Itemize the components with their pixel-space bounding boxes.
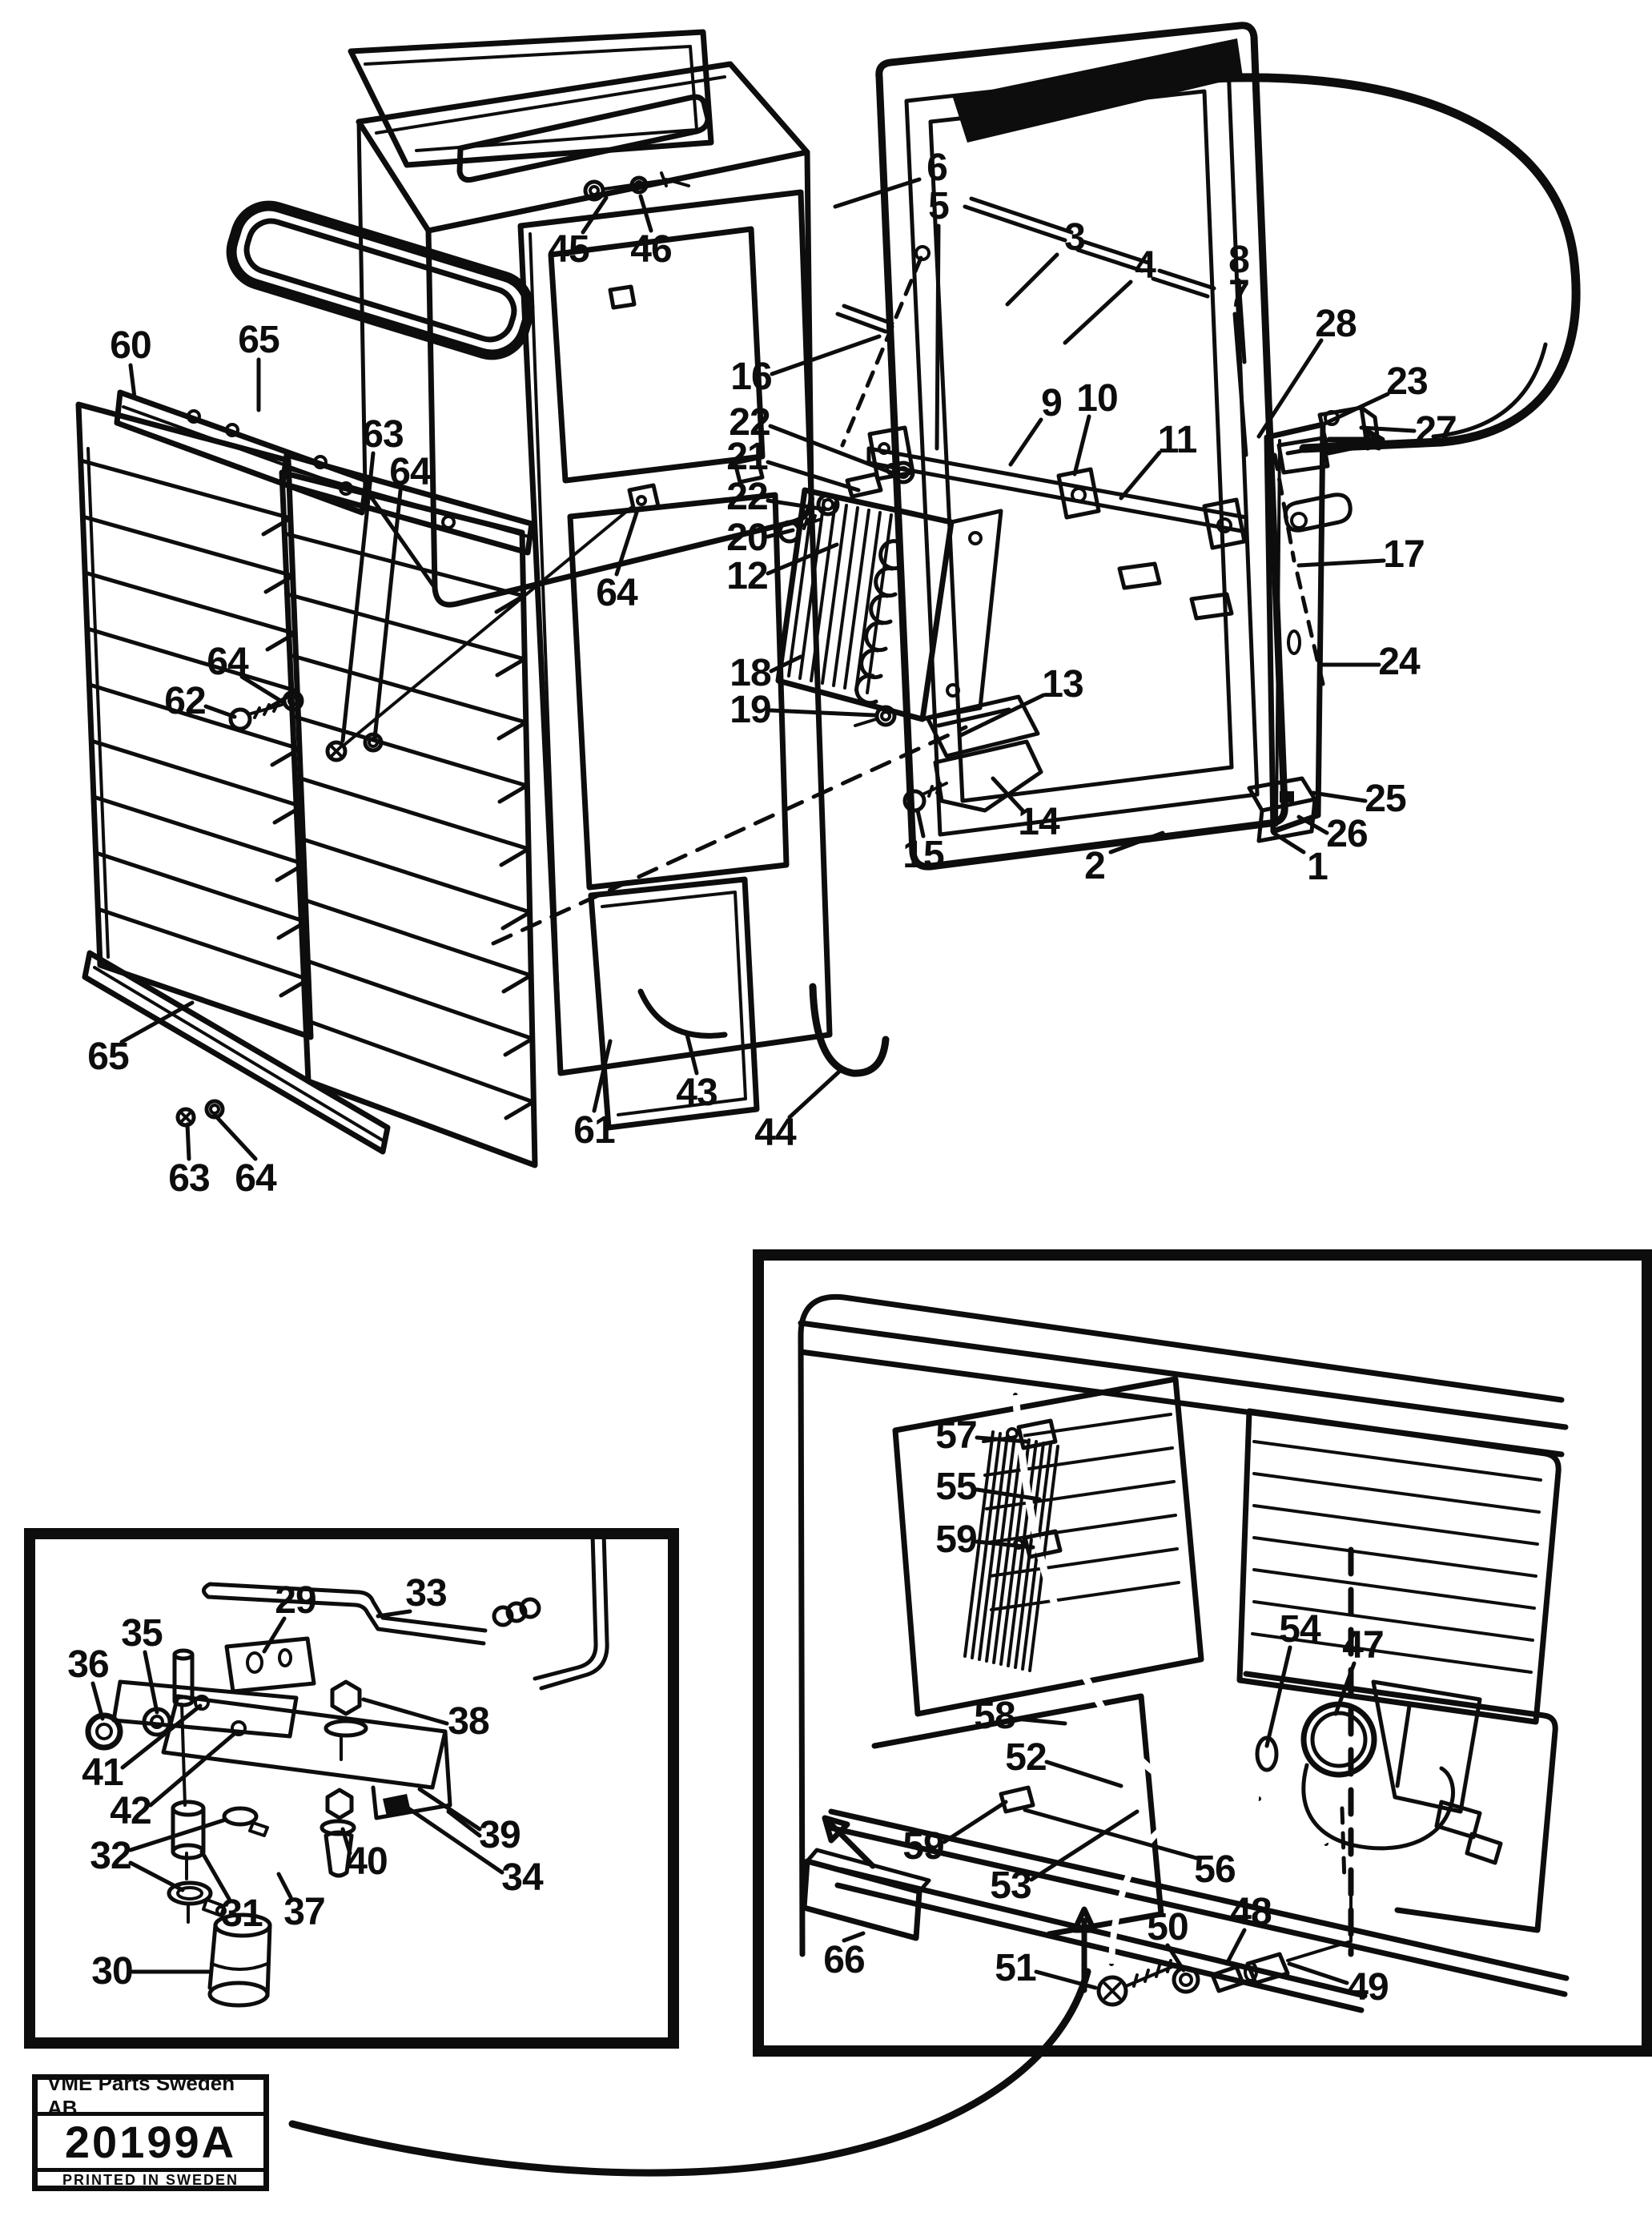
part-callout-main-22: 22 (726, 476, 768, 518)
part-callout-left_box-41: 41 (82, 1751, 123, 1794)
part-callout-left_box-29: 29 (275, 1579, 316, 1622)
part-callout-main-24: 24 (1378, 641, 1420, 683)
part-callout-main-28: 28 (1315, 303, 1357, 345)
part-callout-right_box-53: 53 (990, 1864, 1031, 1907)
part-callout-left_box-42: 42 (110, 1790, 151, 1832)
part-callout-main-1: 1 (1307, 846, 1328, 888)
stamp-publisher: VME Parts Sweden AB (38, 2080, 263, 2116)
part-callout-main-65: 65 (87, 1036, 129, 1078)
part-callout-left_box-40: 40 (346, 1840, 388, 1883)
part-callout-main-26: 26 (1326, 813, 1368, 855)
part-callout-main-63: 63 (168, 1157, 210, 1200)
part-callout-main-44: 44 (754, 1112, 796, 1154)
part-callout-main-64: 64 (207, 641, 248, 683)
part-callout-main-64: 64 (235, 1157, 276, 1200)
part-callout-main-20: 20 (726, 517, 768, 559)
part-callout-main-9: 9 (1041, 382, 1062, 424)
part-callout-main-60: 60 (110, 324, 151, 367)
part-callout-right_box-57: 57 (935, 1414, 977, 1457)
part-callout-right_box-47: 47 (1342, 1624, 1384, 1667)
part-callout-main-46: 46 (630, 228, 672, 271)
part-callout-main-61: 61 (573, 1109, 615, 1152)
part-callout-main-15: 15 (902, 834, 944, 876)
part-callout-left_box-37: 37 (283, 1891, 325, 1933)
part-callout-main-11: 11 (1157, 419, 1197, 461)
part-callout-main-64: 64 (596, 572, 637, 614)
part-callout-main-4: 4 (1135, 244, 1156, 287)
part-callout-left_box-31: 31 (221, 1892, 263, 1935)
part-callout-main-19: 19 (730, 689, 771, 731)
part-callout-main-13: 13 (1042, 663, 1083, 706)
part-callout-left_box-38: 38 (448, 1700, 489, 1743)
part-callout-main-8: 8 (1228, 239, 1249, 281)
part-callout-main-3: 3 (1064, 216, 1085, 259)
part-callout-right_box-58: 58 (974, 1695, 1015, 1737)
part-callout-right_box-51: 51 (995, 1947, 1036, 1989)
part-callout-right_box-66: 66 (823, 1939, 865, 1981)
part-callout-main-27: 27 (1415, 409, 1457, 452)
part-callout-main-65: 65 (238, 319, 279, 361)
part-callout-right_box-59: 59 (935, 1518, 977, 1561)
part-callout-right_box-52: 52 (1005, 1736, 1047, 1779)
part-callout-main-21: 21 (726, 436, 768, 478)
part-callout-main-43: 43 (676, 1072, 717, 1114)
part-callout-right_box-59: 59 (902, 1825, 944, 1868)
part-callout-left_box-33: 33 (405, 1572, 447, 1615)
part-callout-right_box-49: 49 (1347, 1966, 1389, 2009)
part-callout-right_box-48: 48 (1230, 1891, 1272, 1933)
part-callout-left_box-34: 34 (501, 1856, 543, 1899)
part-callout-main-12: 12 (726, 555, 768, 597)
part-callout-left_box-39: 39 (479, 1814, 521, 1856)
part-callout-right_box-55: 55 (935, 1466, 977, 1508)
print-stamp (32, 2071, 269, 2191)
stamp-figure-number: 20199A (64, 2117, 237, 2167)
part-callout-right_box-50: 50 (1147, 1906, 1188, 1949)
stamp-printed-note: PRINTED IN SWEDEN (38, 2168, 263, 2189)
part-callout-main-14: 14 (1018, 801, 1059, 843)
part-callout-main-63: 63 (362, 413, 404, 456)
part-callout-left_box-35: 35 (121, 1612, 163, 1655)
part-callout-main-5: 5 (928, 185, 949, 227)
part-callout-main-22: 22 (729, 401, 770, 444)
part-callout-main-25: 25 (1365, 778, 1406, 820)
part-callout-right_box-54: 54 (1279, 1608, 1320, 1651)
part-callout-main-64: 64 (389, 451, 431, 493)
part-callout-main-23: 23 (1386, 360, 1428, 403)
part-callout-left_box-32: 32 (90, 1835, 131, 1877)
part-callout-main-10: 10 (1076, 377, 1118, 420)
part-callout-main-45: 45 (548, 228, 589, 271)
part-callout-main-16: 16 (730, 356, 772, 398)
part-callout-right_box-56: 56 (1194, 1848, 1236, 1891)
part-callout-left_box-30: 30 (91, 1950, 133, 1993)
part-callout-main-62: 62 (164, 680, 206, 722)
part-callout-main-7: 7 (1228, 273, 1249, 316)
part-callout-main-2: 2 (1084, 845, 1105, 887)
part-callout-main-6: 6 (926, 147, 947, 189)
part-callout-left_box-36: 36 (67, 1643, 109, 1686)
part-callout-main-17: 17 (1383, 533, 1425, 576)
part-callout-main-18: 18 (730, 652, 771, 694)
